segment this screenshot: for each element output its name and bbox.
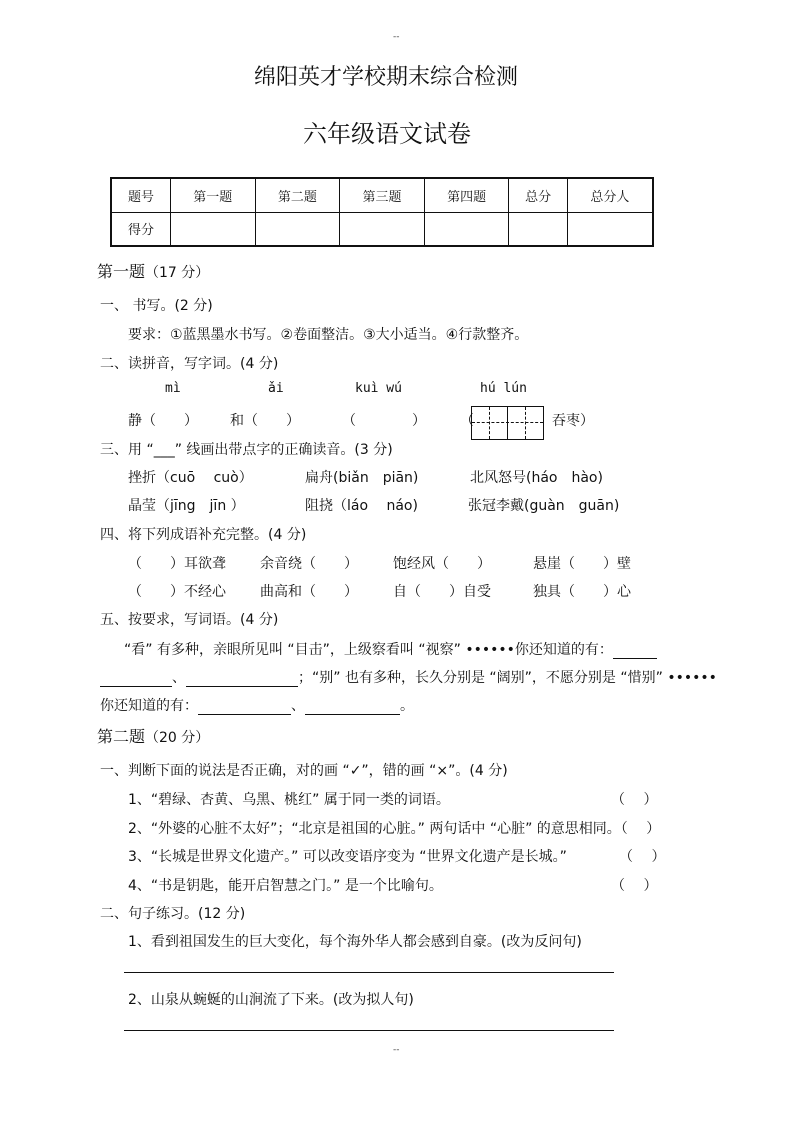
- exam-title: 六年级语文试卷: [303, 120, 471, 148]
- score-cell[interactable]: [170, 212, 255, 246]
- part1-heading: 第一题（17 分）: [97, 262, 210, 281]
- writing-grid[interactable]: [471, 406, 544, 440]
- idiom-item[interactable]: （ ）不经心: [128, 584, 226, 600]
- q5-line3: 你还知道的有： 、 。: [100, 698, 414, 714]
- judgement-paren[interactable]: （ ）: [611, 792, 658, 808]
- q1-requirement: 要求：①蓝黑墨水书写。②卷面整洁。③大小适当。④行款整齐。: [128, 327, 529, 343]
- judgement-item: 1、“碧绿、杏黄、乌黑、桃红” 属于同一类的词语。: [128, 792, 450, 808]
- q2-title: 二、读拼音，写字词。(4 分): [100, 356, 279, 372]
- reading-item[interactable]: 北风怒号(háo hào): [470, 470, 603, 486]
- reading-item[interactable]: 阻挠（láo náo): [305, 498, 418, 514]
- score-cell[interactable]: [424, 212, 509, 246]
- idiom-item[interactable]: 独具（ ）心: [533, 584, 631, 600]
- p2-q2-title: 二、句子练习。(12 分): [100, 906, 246, 922]
- score-cell[interactable]: [509, 212, 567, 246]
- word-blank-open: （: [460, 413, 474, 429]
- q4-title: 四、将下列成语补充完整。(4 分): [100, 527, 307, 543]
- sentence-item: 2、山泉从蜿蜒的山涧流了下来。(改为拟人句): [128, 992, 414, 1008]
- idiom-item[interactable]: 饱经风（ ）: [393, 556, 491, 572]
- idiom-item[interactable]: （ ）耳欲聋: [128, 556, 226, 572]
- q3-title: 三、用 “___” 线画出带点字的正确读音。(3 分): [100, 442, 393, 458]
- idiom-item[interactable]: 余音绕（ ）: [260, 556, 358, 572]
- idiom-item[interactable]: 悬崖（ ）壁: [533, 556, 631, 572]
- header-cell: 题号: [111, 178, 170, 212]
- header-cell: 第三题: [340, 178, 425, 212]
- score-table: [110, 177, 654, 247]
- header-cell: 第四题: [424, 178, 509, 212]
- idiom-item[interactable]: 曲高和（ ）: [260, 584, 358, 600]
- idiom-item[interactable]: 自（ ）自受: [393, 584, 491, 600]
- header-cell: 总分人: [567, 178, 653, 212]
- word-blank[interactable]: （ ）: [342, 413, 426, 429]
- word-blank[interactable]: 和（ ）: [230, 413, 300, 429]
- q5-line2: 、 ；“别” 也有多种，长久分别是 “阔别”，不愿分别是 “惜别” ••••••: [100, 667, 717, 687]
- part2-heading: 第二题（20 分）: [97, 727, 210, 746]
- q5-title: 五、按要求，写词语。(4 分): [100, 612, 279, 628]
- q5-line1: “看” 有多种，亲眼所见叫 “目击”，上级察看叫 “视察” ••••••你还知道的有：: [124, 639, 657, 659]
- word-blank-close: 吞枣）: [552, 413, 594, 429]
- header-cell: 总分: [509, 178, 567, 212]
- answer-line[interactable]: [124, 972, 614, 973]
- answer-blank[interactable]: [198, 700, 291, 715]
- answer-line[interactable]: [124, 1030, 614, 1031]
- judgement-item: 3、“长城是世界文化遗产。” 可以改变语序变为 “世界文化遗产是长城。”: [128, 849, 567, 865]
- score-cell[interactable]: [567, 212, 653, 246]
- pinyin: hú lún: [480, 381, 527, 396]
- score-cell[interactable]: [255, 212, 340, 246]
- word-blank[interactable]: 静（ ）: [128, 413, 198, 429]
- reading-item[interactable]: 扁舟(biǎn piān): [305, 470, 419, 486]
- pinyin: mì: [165, 381, 181, 396]
- sentence-item: 1、看到祖国发生的巨大变化，每个海外华人都会感到自豪。(改为反问句): [128, 934, 582, 950]
- pinyin: ǎi: [268, 381, 284, 396]
- top-page-mark: --: [393, 32, 400, 42]
- judgement-paren[interactable]: （ ）: [619, 849, 666, 865]
- bottom-page-mark: --: [393, 1045, 400, 1055]
- answer-blank[interactable]: [305, 700, 400, 715]
- reading-item[interactable]: 张冠李戴(guàn guān): [468, 498, 620, 514]
- row-label: 得分: [111, 212, 170, 246]
- answer-blank[interactable]: [613, 644, 657, 659]
- p2-q1-title: 一、判断下面的说法是否正确，对的画 “✓”，错的画 “×”。(4 分): [100, 763, 508, 779]
- score-cell[interactable]: [340, 212, 425, 246]
- reading-item[interactable]: 晶莹（jīng jīn ）: [128, 498, 245, 514]
- q1-title: 一、 书写。(2 分): [100, 298, 213, 314]
- judgement-item[interactable]: 2、“外婆的心脏不太好”；“北京是祖国的心脏。” 两句话中 “心脏” 的意思相同。（ ）: [128, 821, 661, 837]
- header-cell: 第二题: [255, 178, 340, 212]
- judgement-paren[interactable]: （ ）: [611, 878, 658, 894]
- judgement-item: 4、“书是钥匙，能开启智慧之门。” 是一个比喻句。: [128, 878, 443, 894]
- pinyin: kuì wú: [355, 381, 402, 396]
- answer-blank[interactable]: [186, 672, 298, 687]
- school-title: 绵阳英才学校期末综合检测: [254, 65, 519, 90]
- answer-blank[interactable]: [100, 672, 172, 687]
- reading-item[interactable]: 挫折（cuō cuò）: [128, 470, 253, 486]
- header-cell: 第一题: [170, 178, 255, 212]
